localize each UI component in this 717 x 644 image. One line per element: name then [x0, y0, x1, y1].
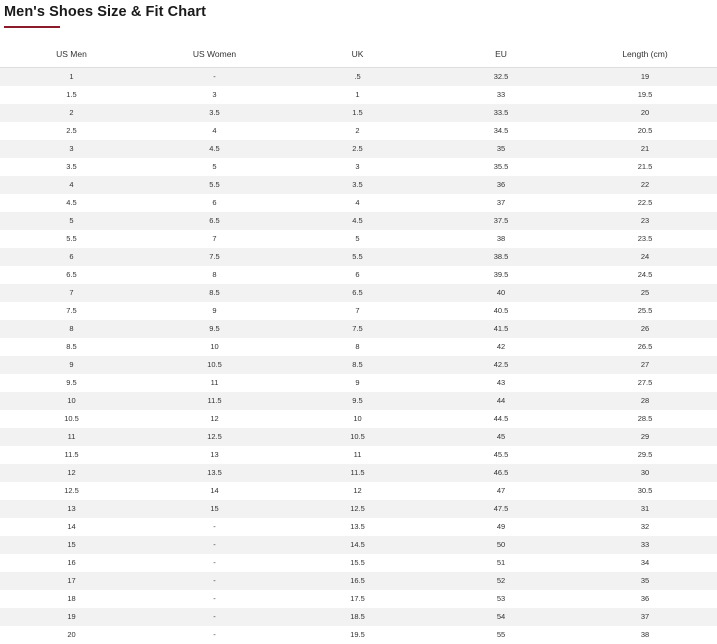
table-cell: 14	[0, 518, 143, 536]
table-row	[0, 302, 717, 320]
table-cell: 33	[573, 536, 717, 554]
table-cell: 5	[286, 230, 429, 248]
table-cell: 10.5	[0, 410, 143, 428]
table-cell: 40.5	[429, 302, 573, 320]
table-row	[0, 320, 717, 338]
table-cell: -	[143, 518, 286, 536]
table-cell: 12.5	[143, 428, 286, 446]
table-cell: 6	[286, 266, 429, 284]
table-cell: 38	[429, 230, 573, 248]
table-cell: 4.5	[286, 212, 429, 230]
table-header-row	[0, 42, 717, 68]
table-cell: 12.5	[0, 482, 143, 500]
table-cell: 25.5	[573, 302, 717, 320]
table-cell: 31	[573, 500, 717, 518]
table-cell: 15	[143, 500, 286, 518]
table-cell: 35.5	[429, 158, 573, 176]
column-header-us-men: US Men	[0, 42, 143, 68]
table-cell: -	[143, 554, 286, 572]
table-cell: 30.5	[573, 482, 717, 500]
table-cell: 16.5	[286, 572, 429, 590]
table-cell: 3	[286, 158, 429, 176]
table-cell: 19.5	[573, 86, 717, 104]
table-header	[0, 42, 717, 68]
table-row	[0, 230, 717, 248]
table-cell: 35	[429, 140, 573, 158]
table-cell: 7	[286, 302, 429, 320]
table-cell: 9	[286, 374, 429, 392]
table-row	[0, 626, 717, 644]
table-row	[0, 482, 717, 500]
table-row	[0, 392, 717, 410]
table-cell: 13.5	[143, 464, 286, 482]
table-cell: 18	[0, 590, 143, 608]
table-cell: 45	[429, 428, 573, 446]
table-cell: 44	[429, 392, 573, 410]
table-cell: 22.5	[573, 194, 717, 212]
table-cell: 12.5	[286, 500, 429, 518]
table-cell: 1.5	[0, 86, 143, 104]
table-cell: 27	[573, 356, 717, 374]
table-cell: 51	[429, 554, 573, 572]
table-cell: 42	[429, 338, 573, 356]
table-cell: 42.5	[429, 356, 573, 374]
table-cell: 37	[429, 194, 573, 212]
table-cell: 11.5	[143, 392, 286, 410]
table-row	[0, 374, 717, 392]
table-cell: 38.5	[429, 248, 573, 266]
table-cell: 8	[143, 266, 286, 284]
table-row	[0, 608, 717, 626]
table-row	[0, 464, 717, 482]
table-cell: 35	[573, 572, 717, 590]
table-cell: 15.5	[286, 554, 429, 572]
table-cell: 11.5	[0, 446, 143, 464]
table-cell: 6	[143, 194, 286, 212]
table-row	[0, 590, 717, 608]
table-cell: 41.5	[429, 320, 573, 338]
table-row	[0, 284, 717, 302]
table-cell: 23	[573, 212, 717, 230]
table-cell: 29.5	[573, 446, 717, 464]
table-cell: 7	[0, 284, 143, 302]
table-row	[0, 176, 717, 194]
table-cell: 34	[573, 554, 717, 572]
table-cell: 26	[573, 320, 717, 338]
table-cell: 39.5	[429, 266, 573, 284]
table-cell: 53	[429, 590, 573, 608]
table-cell: 7.5	[0, 302, 143, 320]
table-cell: 3.5	[0, 158, 143, 176]
table-cell: 17	[0, 572, 143, 590]
table-cell: -	[143, 572, 286, 590]
table-cell: 11	[286, 446, 429, 464]
table-cell: 20	[573, 104, 717, 122]
table-cell: 9.5	[143, 320, 286, 338]
table-cell: 9	[143, 302, 286, 320]
table-cell: 23.5	[573, 230, 717, 248]
table-cell: -	[143, 68, 286, 86]
table-cell: 8.5	[143, 284, 286, 302]
table-cell: 46.5	[429, 464, 573, 482]
table-cell: 5.5	[286, 248, 429, 266]
table-cell: 5	[0, 212, 143, 230]
table-cell: 8	[286, 338, 429, 356]
table-cell: 12	[143, 410, 286, 428]
table-cell: 10	[286, 410, 429, 428]
table-cell: 6.5	[286, 284, 429, 302]
table-row	[0, 212, 717, 230]
table-cell: 40	[429, 284, 573, 302]
table-cell: 18.5	[286, 608, 429, 626]
table-cell: 25	[573, 284, 717, 302]
table-cell: 32	[573, 518, 717, 536]
table-row	[0, 554, 717, 572]
table-cell: 26.5	[573, 338, 717, 356]
table-cell: 24.5	[573, 266, 717, 284]
table-row	[0, 104, 717, 122]
table-cell: 13	[0, 500, 143, 518]
table-row	[0, 500, 717, 518]
table-cell: 24	[573, 248, 717, 266]
size-chart-page	[0, 4, 717, 644]
table-cell: 32.5	[429, 68, 573, 86]
table-cell: 36	[429, 176, 573, 194]
table-row	[0, 428, 717, 446]
table-row	[0, 356, 717, 374]
table-row	[0, 158, 717, 176]
table-cell: 11	[0, 428, 143, 446]
table-cell: 19	[0, 608, 143, 626]
column-header-eu: EU	[429, 42, 573, 68]
table-cell: 14	[143, 482, 286, 500]
table-cell: 15	[0, 536, 143, 554]
table-cell: 9	[0, 356, 143, 374]
table-cell: 14.5	[286, 536, 429, 554]
table-cell: 4	[286, 194, 429, 212]
table-cell: 33	[429, 86, 573, 104]
column-header-length-cm: Length (cm)	[573, 42, 717, 68]
table-cell: 21	[573, 140, 717, 158]
table-cell: -	[143, 536, 286, 554]
table-cell: 29	[573, 428, 717, 446]
table-cell: 21.5	[573, 158, 717, 176]
table-cell: 37.5	[429, 212, 573, 230]
table-cell: 7	[143, 230, 286, 248]
table-cell: 55	[429, 626, 573, 644]
table-cell: 13	[143, 446, 286, 464]
table-cell: 7.5	[143, 248, 286, 266]
table-cell: 5	[143, 158, 286, 176]
table-cell: 4.5	[0, 194, 143, 212]
table-cell: 45.5	[429, 446, 573, 464]
table-row	[0, 122, 717, 140]
table-cell: 1	[286, 86, 429, 104]
table-cell: 34.5	[429, 122, 573, 140]
table-cell: 6	[0, 248, 143, 266]
table-row	[0, 194, 717, 212]
table-cell: 2.5	[286, 140, 429, 158]
table-row	[0, 140, 717, 158]
table-cell: 37	[573, 608, 717, 626]
table-cell: 36	[573, 590, 717, 608]
table-cell: -	[143, 608, 286, 626]
table-cell: 8	[0, 320, 143, 338]
table-cell: 3	[143, 86, 286, 104]
table-cell: 4	[0, 176, 143, 194]
table-cell: 10	[143, 338, 286, 356]
table-cell: 7.5	[286, 320, 429, 338]
table-cell: 27.5	[573, 374, 717, 392]
table-row	[0, 266, 717, 284]
table-cell: 33.5	[429, 104, 573, 122]
table-cell: 4.5	[143, 140, 286, 158]
table-row	[0, 518, 717, 536]
table-row	[0, 338, 717, 356]
table-cell: 10	[0, 392, 143, 410]
table-cell: 47.5	[429, 500, 573, 518]
table-body	[0, 68, 717, 644]
table-row	[0, 536, 717, 554]
table-cell: .5	[286, 68, 429, 86]
table-cell: 13.5	[286, 518, 429, 536]
table-cell: 6.5	[143, 212, 286, 230]
table-cell: -	[143, 590, 286, 608]
table-cell: 3	[0, 140, 143, 158]
column-header-uk: UK	[286, 42, 429, 68]
table-cell: 17.5	[286, 590, 429, 608]
table-cell: 20.5	[573, 122, 717, 140]
table-cell: 50	[429, 536, 573, 554]
table-cell: 1	[0, 68, 143, 86]
table-cell: 3.5	[143, 104, 286, 122]
table-cell: 8.5	[286, 356, 429, 374]
table-cell: 47	[429, 482, 573, 500]
column-header-us-women: US Women	[143, 42, 286, 68]
table-cell: 3.5	[286, 176, 429, 194]
table-cell: 44.5	[429, 410, 573, 428]
page-title: Men's Shoes Size & Fit Chart	[4, 4, 207, 20]
table-cell: 10.5	[143, 356, 286, 374]
table-cell: 9.5	[0, 374, 143, 392]
table-cell: 4	[143, 122, 286, 140]
table-cell: 2.5	[0, 122, 143, 140]
table-cell: 30	[573, 464, 717, 482]
table-row	[0, 86, 717, 104]
table-cell: 5.5	[143, 176, 286, 194]
table-cell: -	[143, 626, 286, 644]
table-cell: 38	[573, 626, 717, 644]
table-row	[0, 68, 717, 86]
table-cell: 52	[429, 572, 573, 590]
table-cell: 12	[0, 464, 143, 482]
size-chart-table	[0, 42, 717, 644]
table-cell: 5.5	[0, 230, 143, 248]
table-cell: 16	[0, 554, 143, 572]
table-cell: 10.5	[286, 428, 429, 446]
table-cell: 9.5	[286, 392, 429, 410]
table-cell: 19.5	[286, 626, 429, 644]
table-cell: 49	[429, 518, 573, 536]
table-cell: 28	[573, 392, 717, 410]
table-cell: 28.5	[573, 410, 717, 428]
table-cell: 11	[143, 374, 286, 392]
table-cell: 2	[286, 122, 429, 140]
table-cell: 22	[573, 176, 717, 194]
table-cell: 1.5	[286, 104, 429, 122]
table-row	[0, 572, 717, 590]
table-cell: 43	[429, 374, 573, 392]
table-cell: 8.5	[0, 338, 143, 356]
table-cell: 2	[0, 104, 143, 122]
table-row	[0, 446, 717, 464]
title-underline-rule	[4, 26, 60, 28]
table-cell: 6.5	[0, 266, 143, 284]
table-cell: 20	[0, 626, 143, 644]
table-cell: 54	[429, 608, 573, 626]
table-cell: 11.5	[286, 464, 429, 482]
table-cell: 12	[286, 482, 429, 500]
table-row	[0, 410, 717, 428]
table-cell: 19	[573, 68, 717, 86]
table-row	[0, 248, 717, 266]
